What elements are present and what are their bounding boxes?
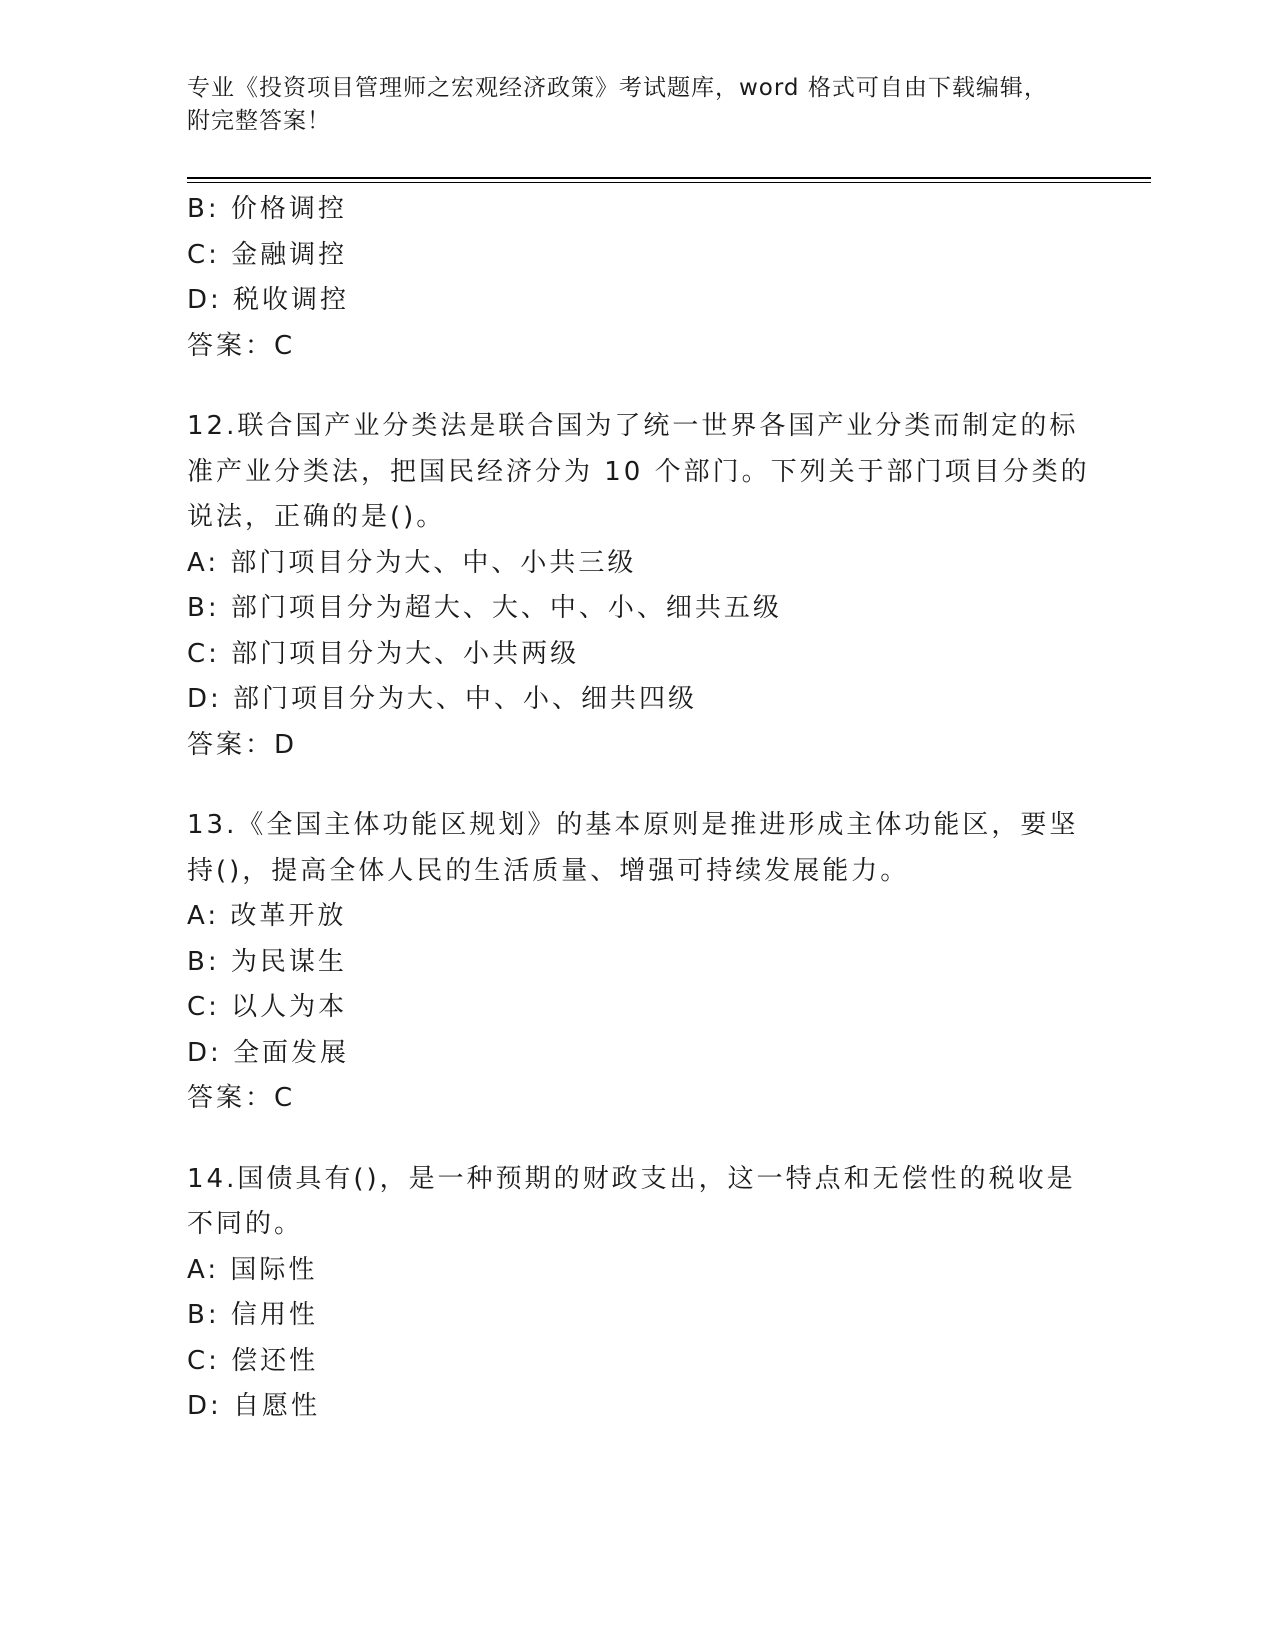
stem-line: 准产业分类法，把国民经济分为 10 个部门。下列关于部门项目分类的 [187, 456, 1090, 487]
question-12 [187, 404, 1090, 768]
stem-line: 14.国债具有()，是一种预期的财政支出，这一特点和无偿性的税收是 [187, 1163, 1076, 1194]
option-b: B: 价格调控 [187, 194, 347, 224]
answer-line: 答案：D [187, 729, 298, 760]
option-c: C: 以人为本 [187, 992, 348, 1022]
header-line-1: 专业《投资项目管理师之宏观经济政策》考试题库，word 格式可自由下载编辑， [187, 75, 1048, 101]
header-line-2: 附完整答案！ [187, 108, 331, 134]
carryover-question [187, 187, 1087, 369]
option-b: B: 为民谋生 [187, 946, 347, 977]
question-stem [187, 404, 1090, 541]
stem-line: 说法，正确的是()。 [187, 502, 446, 532]
option-d: D: 税收调控 [187, 285, 350, 315]
stem-line: 12.联合国产业分类法是联合国为了统一世界各国产业分类而制定的标 [187, 411, 1079, 441]
document-header [187, 72, 1087, 138]
question-stem [187, 803, 1079, 894]
question-stem [187, 1157, 1076, 1248]
option-c: C: 部门项目分为大、小共两级 [187, 638, 580, 669]
option-b: B: 部门项目分为超大、大、中、小、细共五级 [187, 593, 782, 623]
stem-line: 持()，提高全体人民的生活质量、增强可持续发展能力。 [187, 855, 910, 886]
answer-line: 答案：C [187, 330, 296, 361]
header-rule-thin [187, 182, 1151, 183]
option-a: A: 改革开放 [187, 901, 347, 931]
stem-line: 13.《全国主体功能区规划》的基本原则是推进形成主体功能区，要坚 [187, 810, 1079, 840]
answer-line: 答案：C [187, 1083, 296, 1113]
stem-line: 不同的。 [187, 1209, 304, 1239]
option-d: D: 全面发展 [187, 1037, 350, 1068]
option-d: D: 部门项目分为大、中、小、细共四级 [187, 684, 698, 714]
option-a: A: 部门项目分为大、中、小共三级 [187, 547, 637, 578]
question-14 [187, 1157, 1087, 1430]
question-list [187, 187, 1090, 1430]
option-c: C: 偿还性 [187, 1345, 319, 1376]
header-rule-thick [187, 177, 1151, 179]
option-c: C: 金融调控 [187, 239, 348, 270]
question-13 [187, 803, 1087, 1122]
option-d: D: 自愿性 [187, 1391, 321, 1421]
option-a: A: 国际性 [187, 1254, 318, 1285]
option-b: B: 信用性 [187, 1300, 318, 1330]
